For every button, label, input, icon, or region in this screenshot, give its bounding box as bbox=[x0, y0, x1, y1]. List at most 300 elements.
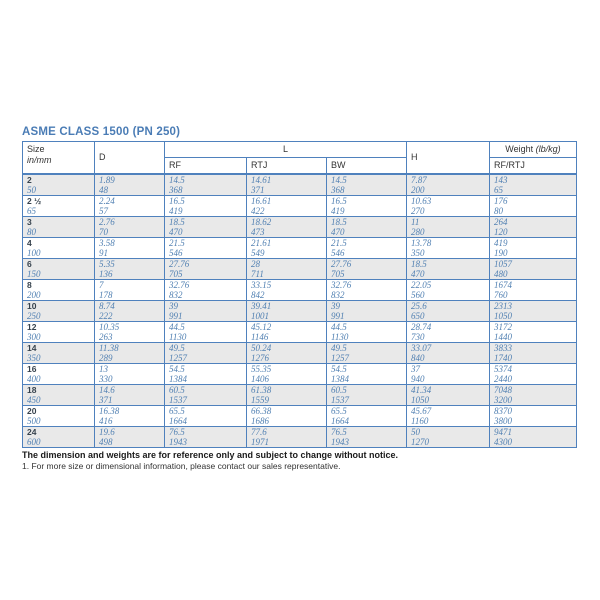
table-cell bbox=[165, 427, 247, 448]
table-cell bbox=[95, 217, 165, 238]
inch-value: 18.5 bbox=[169, 217, 185, 227]
inch-value: 9471 bbox=[494, 427, 512, 437]
mm-value: 1664 bbox=[169, 416, 187, 426]
table-cell bbox=[165, 259, 247, 280]
inch-value: 419 bbox=[494, 238, 508, 248]
inch-value: 54.5 bbox=[331, 364, 347, 374]
table-cell bbox=[327, 280, 407, 301]
mm-value: 1406 bbox=[251, 374, 269, 384]
inch-value: 33.07 bbox=[411, 343, 432, 353]
mm-value: 650 bbox=[411, 311, 425, 321]
mm-value: 1146 bbox=[251, 332, 269, 342]
table-row bbox=[23, 364, 577, 385]
mm-value: 1740 bbox=[494, 353, 512, 363]
table-cell bbox=[247, 427, 327, 448]
mm-value: 546 bbox=[169, 248, 183, 258]
inch-value: 60.5 bbox=[169, 385, 185, 395]
table-cell bbox=[23, 238, 95, 259]
inch-value: 45.12 bbox=[251, 322, 272, 332]
size-mm-value: 300 bbox=[27, 332, 41, 342]
inch-value: 143 bbox=[494, 175, 508, 185]
inch-value: 7048 bbox=[494, 385, 512, 395]
mm-value: 1276 bbox=[251, 353, 269, 363]
table-cell bbox=[327, 196, 407, 217]
header-weight-label: Weight bbox=[505, 144, 534, 154]
inch-value: 37 bbox=[411, 364, 420, 374]
inch-value: 50 bbox=[411, 427, 420, 437]
inch-value: 39.41 bbox=[251, 301, 272, 311]
table-cell bbox=[327, 301, 407, 322]
size-mm-value: 450 bbox=[27, 395, 41, 405]
header-weight-unit: (lb/kg) bbox=[535, 144, 561, 154]
inch-value: 28 bbox=[251, 259, 260, 269]
table-row bbox=[23, 301, 577, 322]
inch-value: 39 bbox=[169, 301, 178, 311]
size-inch-value: 4 bbox=[27, 238, 32, 248]
inch-value: 45.67 bbox=[411, 406, 432, 416]
inch-value: 49.5 bbox=[169, 343, 185, 353]
inch-value: 3833 bbox=[494, 343, 512, 353]
inch-value: 32.76 bbox=[331, 280, 352, 290]
inch-value: 11 bbox=[411, 217, 420, 227]
mm-value: 1270 bbox=[411, 437, 429, 447]
header-size-unit: in/mm bbox=[27, 155, 52, 165]
table-cell bbox=[490, 364, 577, 385]
page-title: ASME CLASS 1500 (PN 250) bbox=[22, 126, 181, 138]
table-cell bbox=[490, 301, 577, 322]
table-cell bbox=[23, 385, 95, 406]
inch-value: 264 bbox=[494, 217, 508, 227]
inch-value: 14.5 bbox=[169, 175, 185, 185]
inch-value: 76.5 bbox=[169, 427, 185, 437]
header-weight bbox=[490, 142, 577, 158]
inch-value: 7.87 bbox=[411, 175, 427, 185]
size-mm-value: 150 bbox=[27, 269, 41, 279]
mm-value: 1943 bbox=[169, 437, 187, 447]
mm-value: 940 bbox=[411, 374, 425, 384]
inch-value: 77.6 bbox=[251, 427, 267, 437]
mm-value: 840 bbox=[411, 353, 425, 363]
inch-value: 33.15 bbox=[251, 280, 272, 290]
inch-value: 14.6 bbox=[99, 385, 115, 395]
table-cell bbox=[327, 238, 407, 259]
mm-value: 842 bbox=[251, 290, 265, 300]
inch-value: 21.5 bbox=[331, 238, 347, 248]
mm-value: 470 bbox=[169, 227, 183, 237]
mm-value: 1384 bbox=[169, 374, 187, 384]
mm-value: 57 bbox=[99, 206, 108, 216]
inch-value: 65.5 bbox=[331, 406, 347, 416]
mm-value: 832 bbox=[169, 290, 183, 300]
table-cell bbox=[490, 406, 577, 427]
mm-value: 473 bbox=[251, 227, 265, 237]
table-cell bbox=[247, 238, 327, 259]
disclaimer-note: The dimension and weights are for reference only and subject to change without notice. bbox=[22, 450, 399, 460]
inch-value: 8.74 bbox=[99, 301, 115, 311]
inch-value: 19.6 bbox=[99, 427, 115, 437]
table-cell bbox=[407, 280, 490, 301]
mm-value: 1943 bbox=[331, 437, 349, 447]
inch-value: 16.38 bbox=[99, 406, 120, 416]
inch-value: 32.76 bbox=[169, 280, 190, 290]
table-cell bbox=[407, 385, 490, 406]
table-cell bbox=[490, 238, 577, 259]
mm-value: 711 bbox=[251, 269, 264, 279]
size-inch-value: 3 bbox=[27, 217, 32, 227]
inch-value: 44.5 bbox=[169, 322, 185, 332]
table-cell bbox=[23, 364, 95, 385]
mm-value: 730 bbox=[411, 332, 425, 342]
size-inch-value: 24 bbox=[27, 427, 37, 437]
mm-value: 1686 bbox=[251, 416, 269, 426]
table-cell bbox=[247, 364, 327, 385]
inch-value: 54.5 bbox=[169, 364, 185, 374]
inch-value: 27.76 bbox=[169, 259, 190, 269]
inch-value: 50.24 bbox=[251, 343, 272, 353]
dimensions-table bbox=[22, 141, 577, 448]
mm-value: 48 bbox=[99, 185, 108, 195]
table-cell bbox=[490, 174, 577, 196]
inch-value: 22.05 bbox=[411, 280, 432, 290]
mm-value: 705 bbox=[331, 269, 345, 279]
mm-value: 289 bbox=[99, 353, 113, 363]
table-cell bbox=[247, 322, 327, 343]
mm-value: 549 bbox=[251, 248, 265, 258]
inch-value: 25.6 bbox=[411, 301, 427, 311]
table-cell bbox=[95, 174, 165, 196]
table-cell bbox=[247, 174, 327, 196]
table-cell bbox=[490, 280, 577, 301]
inch-value: 44.5 bbox=[331, 322, 347, 332]
mm-value: 991 bbox=[331, 311, 345, 321]
table-cell bbox=[407, 217, 490, 238]
size-mm-value: 200 bbox=[27, 290, 41, 300]
table-cell bbox=[95, 301, 165, 322]
inch-value: 16.61 bbox=[251, 196, 272, 206]
mm-value: 1537 bbox=[169, 395, 187, 405]
contact-note: 1. For more size or dimensional information, please contact our sales representative. bbox=[22, 461, 341, 471]
table-row bbox=[23, 385, 577, 406]
size-inch-value: 8 bbox=[27, 280, 32, 290]
mm-value: 560 bbox=[411, 290, 425, 300]
size-inch-value: 20 bbox=[27, 406, 37, 416]
table-cell bbox=[23, 427, 95, 448]
table-cell bbox=[247, 217, 327, 238]
table-cell bbox=[23, 301, 95, 322]
table-cell bbox=[327, 427, 407, 448]
inch-value: 28.74 bbox=[411, 322, 432, 332]
table-cell bbox=[247, 385, 327, 406]
inch-value: 61.38 bbox=[251, 385, 272, 395]
table-cell bbox=[247, 259, 327, 280]
inch-value: 2313 bbox=[494, 301, 512, 311]
inch-value: 65.5 bbox=[169, 406, 185, 416]
size-inch-value: 12 bbox=[27, 322, 37, 332]
mm-value: 1537 bbox=[331, 395, 349, 405]
inch-value: 5374 bbox=[494, 364, 512, 374]
mm-value: 419 bbox=[331, 206, 345, 216]
mm-value: 120 bbox=[494, 227, 508, 237]
table-cell bbox=[490, 217, 577, 238]
mm-value: 1559 bbox=[251, 395, 269, 405]
size-mm-value: 50 bbox=[27, 185, 36, 195]
table-cell bbox=[23, 343, 95, 364]
table-cell bbox=[95, 364, 165, 385]
table-cell bbox=[407, 406, 490, 427]
table-cell bbox=[23, 174, 95, 196]
table-cell bbox=[247, 343, 327, 364]
table-cell bbox=[95, 238, 165, 259]
mm-value: 416 bbox=[99, 416, 113, 426]
table-cell bbox=[407, 196, 490, 217]
mm-value: 80 bbox=[494, 206, 503, 216]
inch-value: 2.24 bbox=[99, 196, 115, 206]
table-cell bbox=[327, 174, 407, 196]
mm-value: 470 bbox=[411, 269, 425, 279]
header-rf-rtj: RF/RTJ bbox=[490, 158, 577, 175]
table-cell bbox=[407, 427, 490, 448]
table-cell bbox=[490, 322, 577, 343]
mm-value: 1257 bbox=[169, 353, 187, 363]
table-cell bbox=[165, 174, 247, 196]
size-mm-value: 80 bbox=[27, 227, 36, 237]
inch-value: 2.76 bbox=[99, 217, 115, 227]
table-row bbox=[23, 238, 577, 259]
content-block bbox=[22, 126, 576, 472]
table-cell bbox=[407, 364, 490, 385]
mm-value: 1130 bbox=[331, 332, 349, 342]
mm-value: 1384 bbox=[331, 374, 349, 384]
mm-value: 832 bbox=[331, 290, 345, 300]
table-cell bbox=[165, 385, 247, 406]
table-cell bbox=[327, 217, 407, 238]
mm-value: 200 bbox=[411, 185, 425, 195]
mm-value: 270 bbox=[411, 206, 425, 216]
table-row bbox=[23, 259, 577, 280]
inch-value: 1674 bbox=[494, 280, 512, 290]
table-cell bbox=[247, 196, 327, 217]
inch-value: 41.34 bbox=[411, 385, 432, 395]
table-row bbox=[23, 174, 577, 196]
table-row bbox=[23, 217, 577, 238]
inch-value: 21.61 bbox=[251, 238, 272, 248]
size-mm-value: 250 bbox=[27, 311, 41, 321]
table-cell bbox=[95, 322, 165, 343]
inch-value: 18.5 bbox=[411, 259, 427, 269]
mm-value: 470 bbox=[331, 227, 345, 237]
mm-value: 1160 bbox=[411, 416, 429, 426]
table-cell bbox=[23, 196, 95, 217]
size-mm-value: 500 bbox=[27, 416, 41, 426]
mm-value: 350 bbox=[411, 248, 425, 258]
table-cell bbox=[407, 343, 490, 364]
size-inch-value: 14 bbox=[27, 343, 37, 353]
inch-value: 55.35 bbox=[251, 364, 272, 374]
mm-value: 136 bbox=[99, 269, 113, 279]
mm-value: 1130 bbox=[169, 332, 187, 342]
inch-value: 14.5 bbox=[331, 175, 347, 185]
table-row bbox=[23, 322, 577, 343]
inch-value: 14.61 bbox=[251, 175, 272, 185]
inch-value: 10.63 bbox=[411, 196, 432, 206]
table-row bbox=[23, 406, 577, 427]
mm-value: 3800 bbox=[494, 416, 512, 426]
table-cell bbox=[165, 301, 247, 322]
table-cell bbox=[490, 385, 577, 406]
table-cell bbox=[407, 174, 490, 196]
mm-value: 1001 bbox=[251, 311, 269, 321]
mm-value: 1440 bbox=[494, 332, 512, 342]
header-size-label: Size bbox=[27, 144, 45, 154]
mm-value: 1971 bbox=[251, 437, 269, 447]
size-inch-value: 2 bbox=[27, 175, 32, 185]
mm-value: 368 bbox=[331, 185, 345, 195]
mm-value: 65 bbox=[494, 185, 503, 195]
inch-value: 10.35 bbox=[99, 322, 120, 332]
size-inch-value: 16 bbox=[27, 364, 37, 374]
table-cell bbox=[165, 238, 247, 259]
table-cell bbox=[23, 217, 95, 238]
table-cell bbox=[327, 322, 407, 343]
mm-value: 222 bbox=[99, 311, 113, 321]
inch-value: 60.5 bbox=[331, 385, 347, 395]
table-row bbox=[23, 280, 577, 301]
table-cell bbox=[247, 406, 327, 427]
mm-value: 3200 bbox=[494, 395, 512, 405]
inch-value: 76.5 bbox=[331, 427, 347, 437]
mm-value: 422 bbox=[251, 206, 265, 216]
mm-value: 705 bbox=[169, 269, 183, 279]
table-cell bbox=[327, 343, 407, 364]
inch-value: 18.62 bbox=[251, 217, 272, 227]
table-row bbox=[23, 427, 577, 448]
inch-value: 11.38 bbox=[99, 343, 119, 353]
table-cell bbox=[247, 280, 327, 301]
header-l: L bbox=[165, 142, 407, 158]
mm-value: 2440 bbox=[494, 374, 512, 384]
size-inch-value: 18 bbox=[27, 385, 37, 395]
mm-value: 498 bbox=[99, 437, 113, 447]
table-cell bbox=[327, 259, 407, 280]
inch-value: 39 bbox=[331, 301, 340, 311]
table-cell bbox=[95, 280, 165, 301]
mm-value: 263 bbox=[99, 332, 113, 342]
mm-value: 190 bbox=[494, 248, 508, 258]
table-cell bbox=[23, 259, 95, 280]
table-cell bbox=[407, 259, 490, 280]
header-rf: RF bbox=[165, 158, 247, 175]
table-row bbox=[23, 196, 577, 217]
table-cell bbox=[490, 196, 577, 217]
table-cell bbox=[407, 322, 490, 343]
mm-value: 70 bbox=[99, 227, 108, 237]
table-cell bbox=[165, 196, 247, 217]
size-mm-value: 350 bbox=[27, 353, 41, 363]
table-cell bbox=[165, 217, 247, 238]
table-cell bbox=[23, 406, 95, 427]
inch-value: 1.89 bbox=[99, 175, 115, 185]
inch-value: 16.5 bbox=[169, 196, 185, 206]
mm-value: 760 bbox=[494, 290, 508, 300]
inch-value: 7 bbox=[99, 280, 104, 290]
table-row bbox=[23, 343, 577, 364]
header-h: H bbox=[407, 142, 490, 175]
table-cell bbox=[407, 238, 490, 259]
inch-value: 5.35 bbox=[99, 259, 115, 269]
mm-value: 1050 bbox=[494, 311, 512, 321]
table-cell bbox=[95, 406, 165, 427]
table-cell bbox=[247, 301, 327, 322]
table-cell bbox=[490, 343, 577, 364]
inch-value: 16.5 bbox=[331, 196, 347, 206]
inch-value: 21.5 bbox=[169, 238, 185, 248]
inch-value: 1057 bbox=[494, 259, 512, 269]
table-cell bbox=[95, 343, 165, 364]
mm-value: 371 bbox=[251, 185, 265, 195]
mm-value: 4300 bbox=[494, 437, 512, 447]
header-bw: BW bbox=[327, 158, 407, 175]
table-cell bbox=[165, 364, 247, 385]
inch-value: 3172 bbox=[494, 322, 512, 332]
size-mm-value: 400 bbox=[27, 374, 41, 384]
inch-value: 13 bbox=[99, 364, 108, 374]
mm-value: 991 bbox=[169, 311, 183, 321]
mm-value: 280 bbox=[411, 227, 425, 237]
mm-value: 1664 bbox=[331, 416, 349, 426]
table-cell bbox=[327, 364, 407, 385]
mm-value: 1257 bbox=[331, 353, 349, 363]
table-cell bbox=[490, 427, 577, 448]
table-cell bbox=[95, 259, 165, 280]
mm-value: 178 bbox=[99, 290, 113, 300]
mm-value: 368 bbox=[169, 185, 183, 195]
inch-value: 176 bbox=[494, 196, 508, 206]
mm-value: 480 bbox=[494, 269, 508, 279]
inch-value: 3.58 bbox=[99, 238, 115, 248]
mm-value: 91 bbox=[99, 248, 108, 258]
table-cell bbox=[165, 343, 247, 364]
inch-value: 66.38 bbox=[251, 406, 272, 416]
header-size bbox=[23, 142, 95, 175]
size-mm-value: 600 bbox=[27, 437, 41, 447]
size-mm-value: 65 bbox=[27, 206, 36, 216]
table-cell bbox=[165, 280, 247, 301]
table-cell bbox=[165, 322, 247, 343]
inch-value: 49.5 bbox=[331, 343, 347, 353]
header-rtj: RTJ bbox=[247, 158, 327, 175]
size-inch-value: 10 bbox=[27, 301, 37, 311]
table-cell bbox=[23, 280, 95, 301]
table-header bbox=[23, 142, 577, 175]
mm-value: 371 bbox=[99, 395, 113, 405]
table-cell bbox=[95, 385, 165, 406]
mm-value: 419 bbox=[169, 206, 183, 216]
mm-value: 1050 bbox=[411, 395, 429, 405]
table-body bbox=[23, 174, 577, 448]
inch-value: 27.76 bbox=[331, 259, 352, 269]
table-cell bbox=[95, 196, 165, 217]
table-cell bbox=[95, 427, 165, 448]
mm-value: 546 bbox=[331, 248, 345, 258]
size-mm-value: 100 bbox=[27, 248, 41, 258]
inch-value: 13.78 bbox=[411, 238, 432, 248]
mm-value: 330 bbox=[99, 374, 113, 384]
table-cell bbox=[327, 385, 407, 406]
table-cell bbox=[165, 406, 247, 427]
table-cell bbox=[23, 322, 95, 343]
table-cell bbox=[407, 301, 490, 322]
table-cell bbox=[490, 259, 577, 280]
